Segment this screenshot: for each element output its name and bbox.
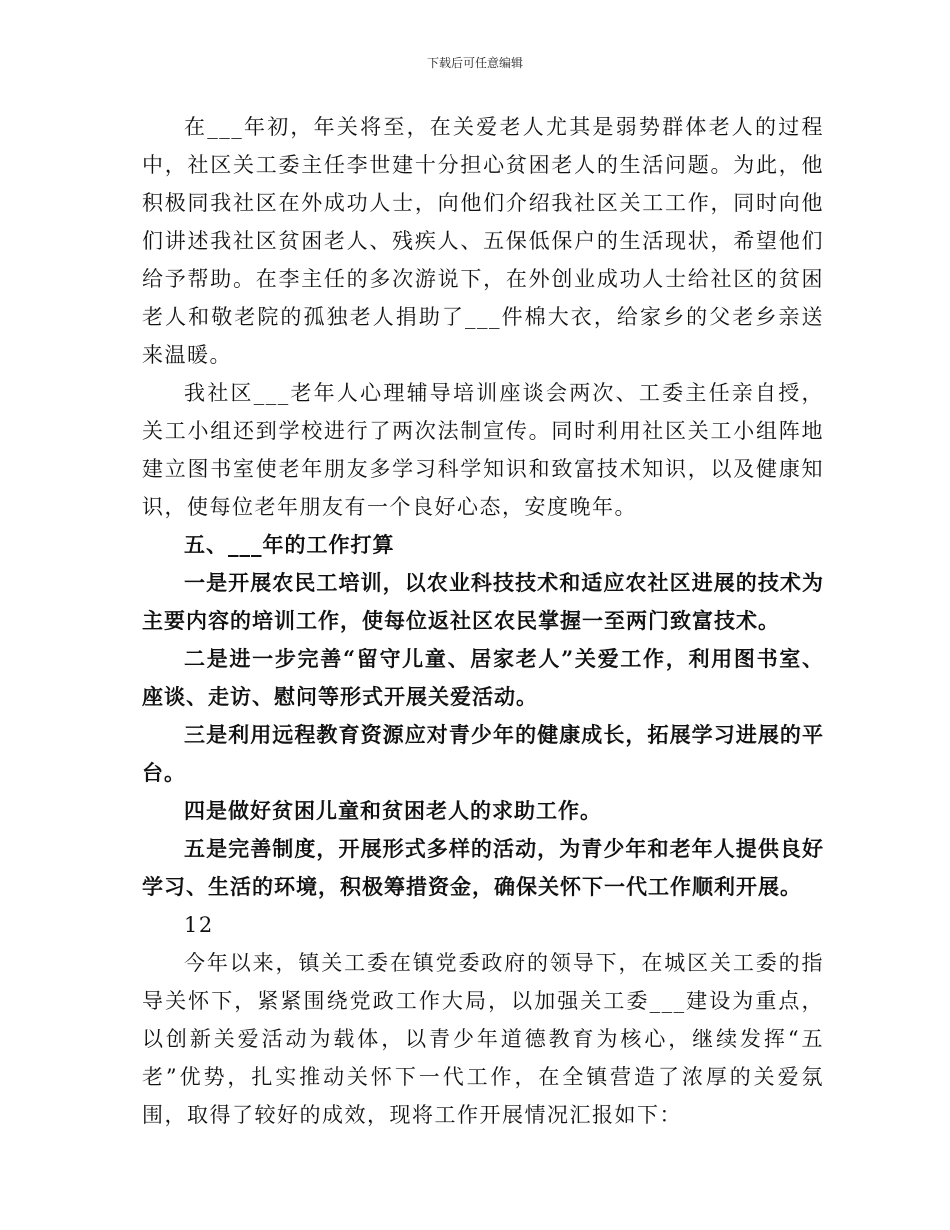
section-heading-work-plan: 五、___年的工作打算 <box>184 532 395 557</box>
paragraph-poor-elderly-donation: 在___年初，年关将至，在关爱老人尤其是弱势群体老人的过程中，社区关工委主任李世建十分担心贫困老人的生活问题。为此，他积极同我社区在外成功人士，向他们介绍我社区关工工作，同时向他们讲述我社区贫困老人、残疾人、五保低保户的生活现状，希望他们给予帮助。在李主任的多次游说下，在外创业成功人士给社区的贫困老人和敬老院的孤独老人捐助了___件棉大衣，给家乡的父老乡亲送来温暖。 <box>142 115 824 367</box>
document-body <box>142 108 824 1134</box>
page-header: 下载后可任意编辑 <box>426 56 523 70</box>
plan-item-1: 一是开展农民工培训，以农业科技技术和适应农社区进展的技术为主要内容的培训工作，使每位返社区农民掌握一至两门致富技术。 <box>142 570 824 633</box>
plan-item-4: 四是做好贫困儿童和贫困老人的求助工作。 <box>184 798 602 823</box>
plan-item-3: 三是利用远程教育资源应对青少年的健康成长，拓展学习进展的平台。 <box>142 722 824 785</box>
section-number: 12 <box>184 913 214 937</box>
plan-item-2: 二是进一步完善“留守儿童、居家老人”关爱工作，利用图书室、座谈、走访、慰问等形式开展关爱活动。 <box>142 646 824 709</box>
paragraph-town-committee-report: 今年以来，镇关工委在镇党委政府的领导下，在城区关工委的指导关怀下，紧紧围绕党政工作大局，以加强关工委___建设为重点，以创新关爱活动为载体，以青少年道德教育为核心，继续发挥“五老”优势，扎实推动关怀下一代工作，在全镇营造了浓厚的关爱氛围，取得了较好的成效，现将工作开展情况汇报如下： <box>142 951 824 1127</box>
paragraph-psychological-counseling: 我社区___老年人心理辅导培训座谈会两次、工委主任亲自授，关工小组还到学校进行了两次法制宣传。同时利用社区关工小组阵地建立图书室使老年朋友多学习科学知识和致富技术知识，以及健康知识，使每位老年朋友有一个良好心态，安度晚年。 <box>142 381 824 519</box>
plan-item-5: 五是完善制度，开展形式多样的活动，为青少年和老年人提供良好学习、生活的环境，积极筹措资金，确保关怀下一代工作顺利开展。 <box>142 836 824 899</box>
